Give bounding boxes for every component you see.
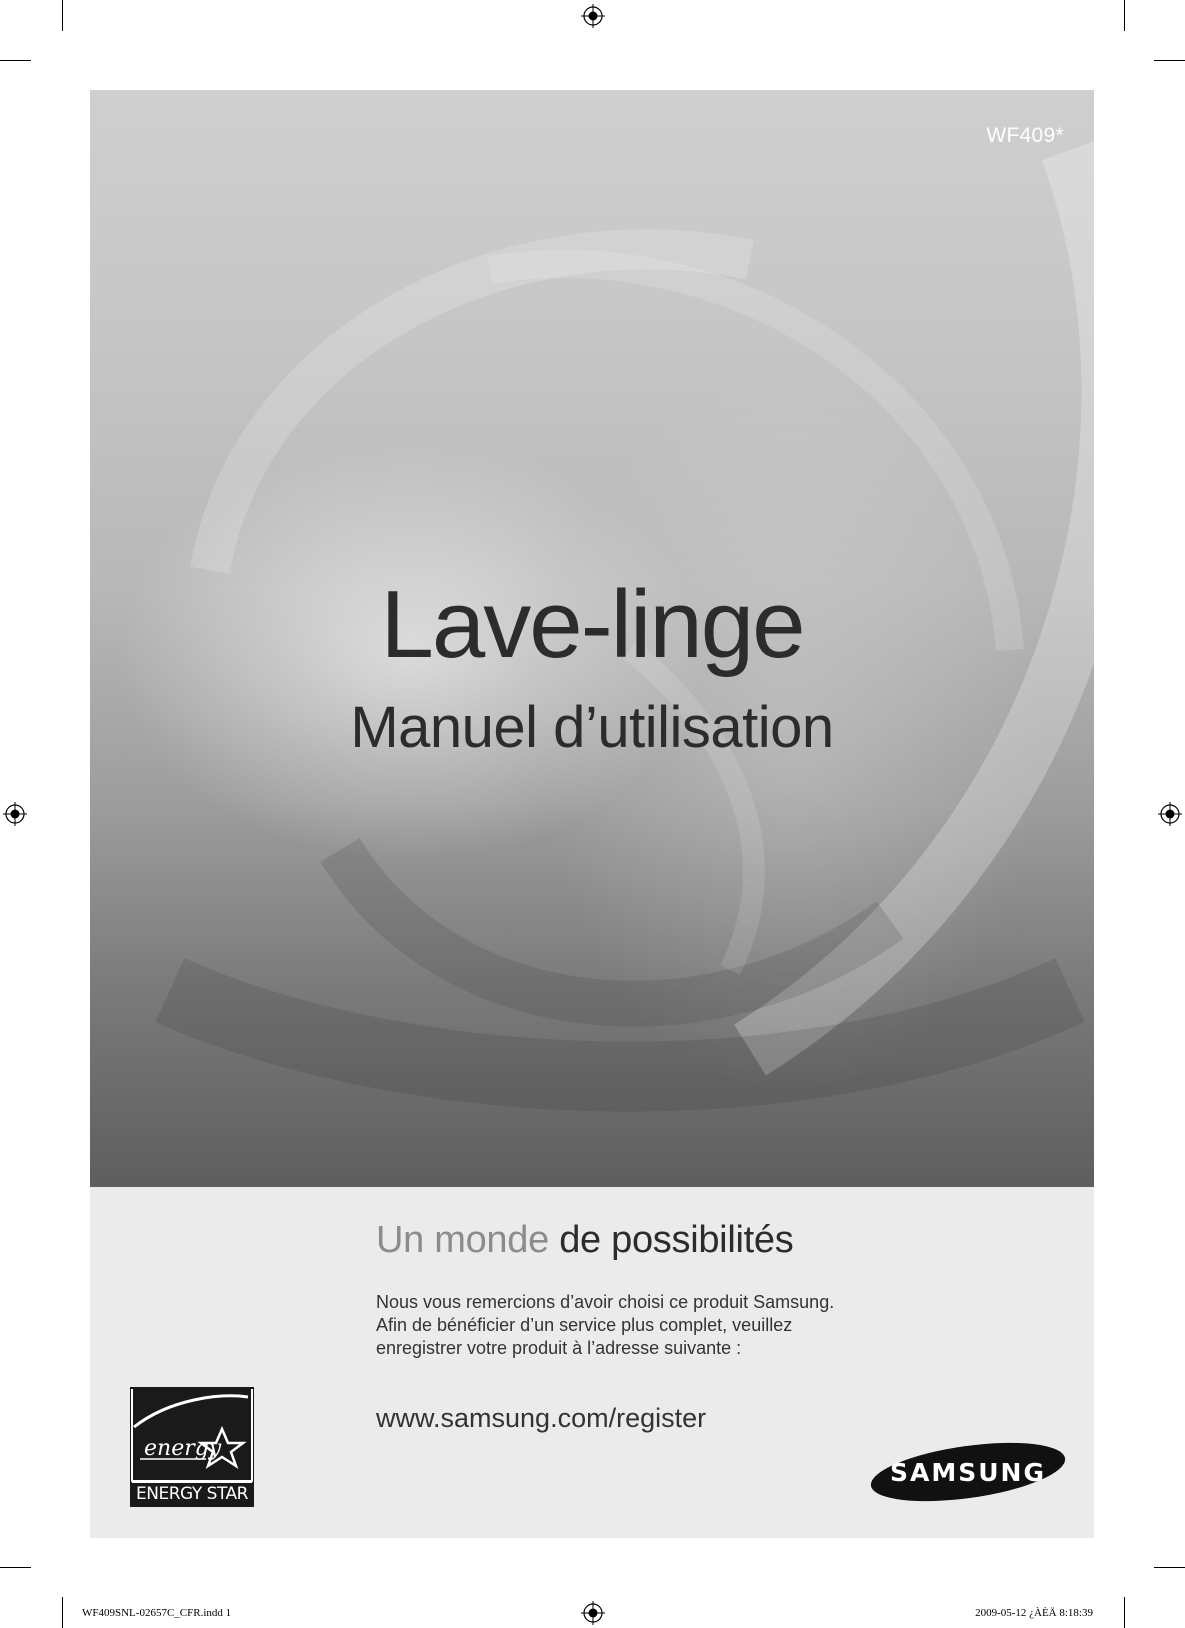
- slogan-dark: de possibilités: [559, 1219, 794, 1261]
- printer-slug-file: WF409SNL-02657C_CFR.indd 1: [82, 1607, 232, 1619]
- slogan-light: Un monde: [376, 1219, 549, 1261]
- crop-mark: [1124, 0, 1125, 31]
- slogan: [376, 1219, 793, 1262]
- crop-mark: [1124, 1597, 1125, 1628]
- thank-you-text: [376, 1291, 836, 1360]
- crop-mark: [62, 1597, 63, 1628]
- registration-mark-icon: [3, 802, 27, 826]
- cover-footer: [90, 1187, 1094, 1538]
- energy-star-logo: [130, 1387, 254, 1507]
- model-number: WF409*: [986, 124, 1064, 147]
- crop-mark: [1154, 1567, 1185, 1568]
- energy-star-icon: [130, 1387, 254, 1483]
- energy-star-label: ENERGY STAR: [132, 1481, 252, 1505]
- page-title: Lave-linge: [380, 571, 804, 678]
- registration-mark-icon: [581, 4, 605, 28]
- crop-mark: [1154, 60, 1185, 61]
- energy-script: energy: [144, 1436, 222, 1461]
- crop-mark: [0, 60, 31, 61]
- thanks-line-1: Nous vous remercions d’avoir choisi ce produit Samsung.: [376, 1292, 835, 1312]
- crop-mark: [62, 0, 63, 31]
- registration-mark-icon: [581, 1601, 605, 1625]
- page-subtitle: Manuel d’utilisation: [350, 695, 834, 760]
- registration-mark-icon: [1158, 802, 1182, 826]
- cover-hero-panel: [90, 90, 1094, 1187]
- brand-name: SAMSUNG: [890, 1458, 1046, 1487]
- register-url-link[interactable]: www.samsung.com/register: [376, 1403, 707, 1433]
- thanks-line-2: Afin de bénéficier d’un service plus complet, veuillez enregistrer votre produit à l’adresse suivante :: [376, 1315, 793, 1358]
- crop-mark: [0, 1567, 31, 1568]
- printer-slug-timestamp: 2009-05-12 ¿ÀÈÄ 8:18:39: [975, 1607, 1093, 1619]
- samsung-logo: [868, 1439, 1068, 1505]
